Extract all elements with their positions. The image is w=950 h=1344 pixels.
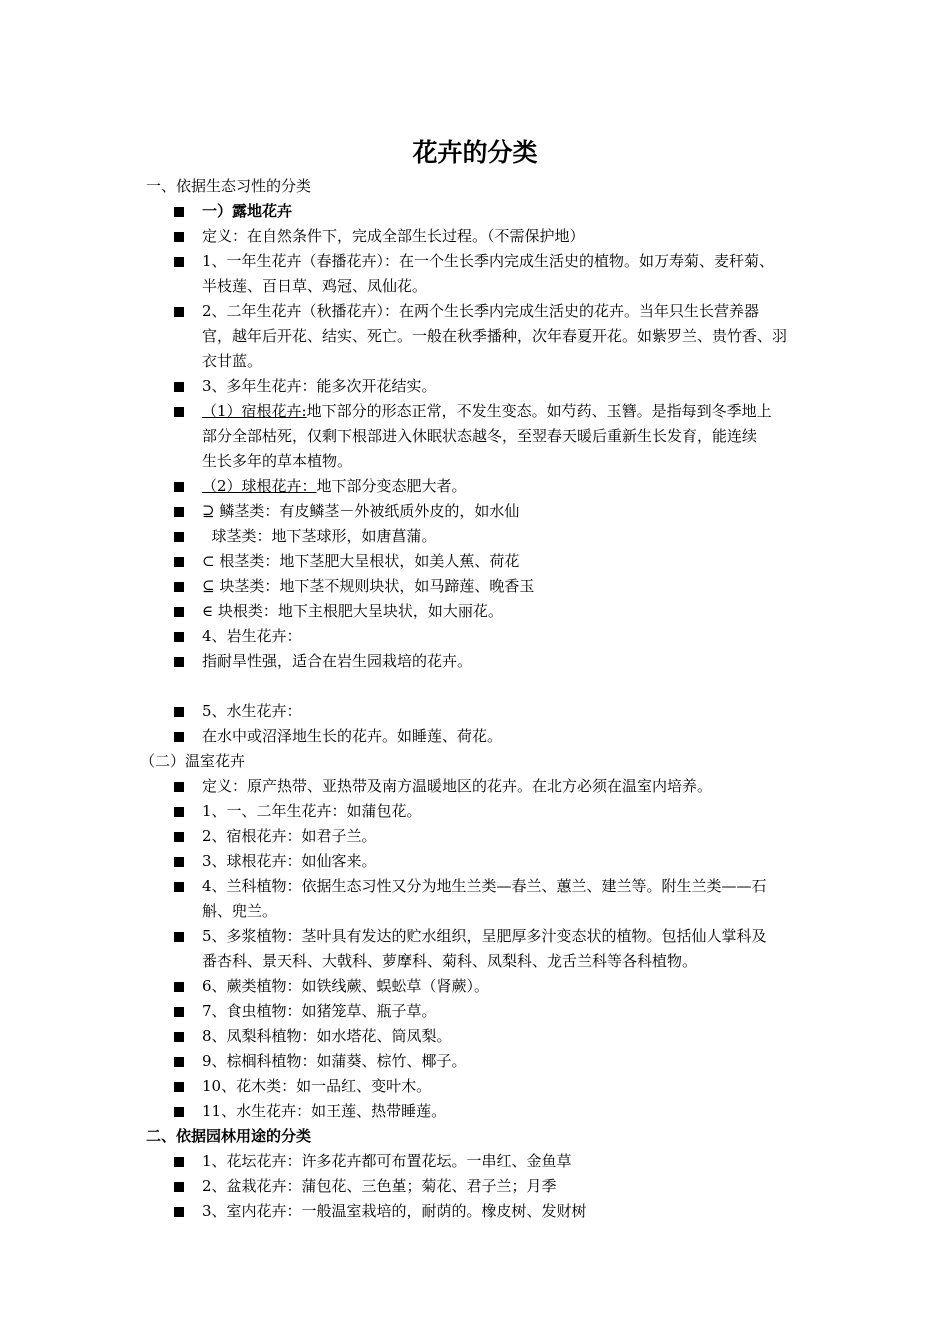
item-text: 地下部分变态肥大者。 (316, 477, 467, 495)
item-continuation: 部分全部枯死，仅剩下根部进入休眠状态越冬，至翌春天暖后重新生长发育，能连续 (202, 427, 758, 445)
item-text: 3、室内花卉：一般温室栽培的，耐荫的。橡皮树、发财树 (202, 1202, 587, 1220)
item-text: ∈ 块根类：地下主根肥大呈块状，如大丽花。 (202, 602, 503, 620)
subsection-heading: （二）温室花卉 (140, 752, 246, 770)
item-text: 6、蕨类植物：如铁线蕨、蜈蚣草（肾蕨）。 (202, 977, 490, 995)
bullet-icon (174, 982, 184, 992)
list-item (0, 799, 950, 824)
item-text: 9、棕榈科植物：如蒲葵、棕竹、椰子。 (202, 1052, 467, 1070)
item-text: 3、多年生花卉：能多次开花结实。 (202, 377, 437, 395)
bullet-icon (174, 1082, 184, 1092)
spacer (0, 674, 950, 699)
item-text: 3、球根花卉：如仙客来。 (202, 852, 377, 870)
section-heading: 一、依据生态习性的分类 (146, 177, 312, 195)
item-text: ⊇ 鳞茎类：有皮鳞茎－外被纸质外皮的，如水仙 (202, 502, 520, 520)
item-text: 2、二年生花卉（秋播花卉）：在两个生长季内完成生活史的花卉。当年只生长营养器 (202, 302, 760, 320)
bullet-icon (174, 1032, 184, 1042)
list-item (0, 774, 950, 799)
list-item (0, 524, 950, 549)
bullet-icon (174, 382, 184, 392)
list-item (0, 249, 950, 274)
bullet-icon (174, 557, 184, 567)
item-text: 11、水生花卉：如王莲、热带睡莲。 (202, 1102, 447, 1120)
item-text: 定义：原产热带、亚热带及南方温暖地区的花卉。在北方必须在温室内培养。 (202, 777, 713, 795)
bullet-icon (174, 857, 184, 867)
bullet-icon (174, 882, 184, 892)
bullet-icon (174, 532, 184, 542)
list-item (0, 1049, 950, 1074)
bullet-icon (174, 1057, 184, 1067)
bullet-icon (174, 232, 184, 242)
item-text: 7、食虫植物：如猪笼草、瓶子草。 (202, 1002, 437, 1020)
bullet-icon (174, 707, 184, 717)
item-text: 指耐旱性强，适合在岩生园栽培的花卉。 (202, 652, 473, 670)
item-text: ⊂ 根茎类：地下茎肥大呈根状，如美人蕉、荷花 (202, 552, 520, 570)
subsection-heading: 一）露地花卉 (202, 202, 293, 220)
list-item (0, 374, 950, 399)
item-continuation: 官，越年后开花、结实、死亡。一般在秋季播种，次年春夏开花。如紫罗兰、贵竹香、羽 (202, 327, 788, 345)
bullet-icon (174, 1182, 184, 1192)
bullet-icon (174, 732, 184, 742)
item-text: 10、花木类：如一品红、变叶木。 (202, 1077, 432, 1095)
item-text: 4、岩生花卉： (202, 627, 302, 645)
list-item (0, 999, 950, 1024)
bullet-icon (174, 932, 184, 942)
list-item (0, 599, 950, 624)
list-item (0, 499, 950, 524)
list-item (0, 1074, 950, 1099)
bullet-icon (174, 307, 184, 317)
list-item (0, 399, 950, 424)
item-continuation: 番杏科、景天科、大戟科、萝摩科、菊科、凤梨科、龙舌兰科等各科植物。 (202, 952, 698, 970)
list-item (0, 1099, 950, 1124)
bullet-icon (174, 582, 184, 592)
document-body (0, 174, 950, 1224)
item-continuation: 半枝莲、百日草、鸡冠、凤仙花。 (202, 277, 428, 295)
bullet-icon (174, 632, 184, 642)
bullet-icon (174, 257, 184, 267)
item-text: 定义：在自然条件下，完成全部生长过程。（不需保护地） (202, 227, 585, 245)
item-text: 2、盆栽花卉：蒲包花、三色堇；菊花、君子兰；月季 (202, 1177, 557, 1195)
item-continuation: 生长多年的草本植物。 (202, 452, 353, 470)
item-text: 球茎类：地下茎球形，如唐菖蒲。 (202, 527, 437, 545)
bullet-icon (174, 1107, 184, 1117)
item-text: 4、兰科植物：依据生态习性又分为地生兰类—春兰、蕙兰、建兰等。附生兰类——石 (202, 877, 767, 895)
list-item (0, 974, 950, 999)
bullet-icon (174, 607, 184, 617)
item-text: 5、多浆植物：茎叶具有发达的贮水组织，呈肥厚多汁变态状的植物。包括仙人掌科及 (202, 927, 767, 945)
list-item (0, 649, 950, 674)
item-text: 地下部分的形态正常，不发生变态。如芍药、玉簪。是指每到冬季地上 (306, 402, 772, 420)
item-text: 5、水生花卉： (202, 702, 302, 720)
bullet-icon (174, 1207, 184, 1217)
document-title: 花卉的分类 (412, 138, 538, 167)
item-continuation: 衣甘蓝。 (202, 352, 263, 370)
list-item (0, 474, 950, 499)
bullet-icon (174, 807, 184, 817)
list-item (0, 1199, 950, 1224)
list-item (0, 224, 950, 249)
item-text: 1、花坛花卉：许多花卉都可布置花坛。一串红、金鱼草 (202, 1152, 572, 1170)
item-text: 1、一年生花卉（春播花卉）：在一个生长季内完成生活史的植物。如万寿菊、麦秆菊、 (202, 252, 775, 270)
bullet-icon (174, 407, 184, 417)
item-label: （2）球根花卉： (202, 477, 317, 495)
item-text: 2、宿根花卉：如君子兰。 (202, 827, 377, 845)
list-item (0, 924, 950, 949)
bullet-icon (174, 507, 184, 517)
list-item (0, 824, 950, 849)
list-item (0, 699, 950, 724)
list-item (0, 1149, 950, 1174)
bullet-icon (174, 832, 184, 842)
bullet-icon (174, 657, 184, 667)
item-text: 8、凤梨科植物：如水塔花、筒凤梨。 (202, 1027, 452, 1045)
list-item (0, 574, 950, 599)
bullet-icon (174, 1007, 184, 1017)
item-text: 在水中或沼泽地生长的花卉。如睡莲、荷花。 (202, 727, 503, 745)
bullet-icon (174, 482, 184, 492)
list-item (0, 624, 950, 649)
section-heading: 二、依据园林用途的分类 (146, 1127, 312, 1145)
list-item (0, 874, 950, 899)
list-item (0, 724, 950, 749)
bullet-icon (174, 782, 184, 792)
item-text: 1、一、二年生花卉：如蒲包花。 (202, 802, 422, 820)
list-item (0, 1174, 950, 1199)
item-text: ⊆ 块茎类：地下茎不规则块状，如马蹄莲、晚香玉 (202, 577, 535, 595)
list-item (0, 849, 950, 874)
list-item (0, 1024, 950, 1049)
bullet-icon (174, 207, 184, 217)
item-label: （1）宿根花卉: (202, 402, 307, 420)
list-item (0, 549, 950, 574)
list-item (0, 299, 950, 324)
bullet-icon (174, 1157, 184, 1167)
item-continuation: 斛、兜兰。 (202, 902, 278, 920)
list-item (0, 199, 950, 224)
